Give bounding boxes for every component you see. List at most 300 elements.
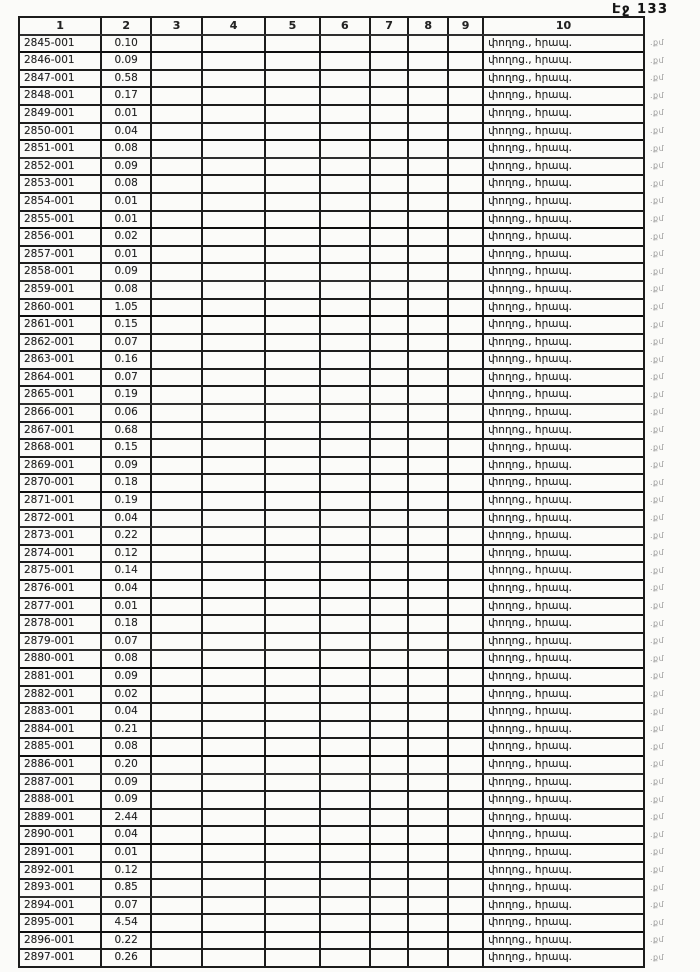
cell-empty — [152, 53, 203, 69]
cell-location: փողոց., հրապ. — [488, 159, 573, 172]
table-row — [20, 526, 643, 544]
cell-empty — [449, 423, 484, 439]
cell-area-value: 0.06 — [102, 405, 152, 421]
cell-empty — [266, 599, 321, 615]
cell-parcel-id: 2851-001 — [20, 141, 102, 157]
cell-empty — [266, 247, 321, 263]
cell-empty — [203, 880, 266, 896]
cell-empty — [409, 440, 449, 456]
cell-empty — [449, 898, 484, 914]
cell-area-value: 0.09 — [102, 458, 152, 474]
cell-empty — [152, 159, 203, 175]
cell-location: փողոց., հրապ. — [488, 458, 573, 471]
cell-empty — [321, 194, 371, 210]
cell-empty — [321, 53, 371, 69]
cell-location: փողոց., հրապ. — [488, 177, 573, 190]
cell-empty — [203, 739, 266, 755]
cell-area-value: 0.07 — [102, 634, 152, 650]
cell-parcel-id: 2855-001 — [20, 212, 102, 228]
cell-location: փողոց., հրապ. — [488, 194, 573, 207]
margin-mark: .քմ — [650, 724, 665, 734]
cell-area-value: 0.07 — [102, 335, 152, 351]
cell-location: փողոց., հրապ. — [488, 793, 573, 806]
cell-empty — [203, 827, 266, 843]
cell-empty — [371, 827, 410, 843]
cell-location: փողոց., հրապ. — [488, 529, 573, 542]
cell-area-value: 0.08 — [102, 176, 152, 192]
cell-area-value: 0.22 — [102, 528, 152, 544]
table-row — [20, 632, 643, 650]
table-row — [20, 649, 643, 667]
cell-location: փողոց., հրապ. — [488, 634, 573, 647]
cell-empty — [321, 687, 371, 703]
margin-mark: .քմ — [650, 653, 665, 663]
cell-empty — [371, 634, 410, 650]
cell-parcel-id: 2882-001 — [20, 687, 102, 703]
cell-empty — [321, 599, 371, 615]
cell-parcel-id: 2848-001 — [20, 88, 102, 104]
cell-empty — [449, 704, 484, 720]
cell-parcel-id: 2897-001 — [20, 950, 102, 966]
cell-empty — [203, 687, 266, 703]
cell-empty — [203, 159, 266, 175]
cell-empty — [321, 669, 371, 685]
cell-empty — [266, 159, 321, 175]
cell-empty — [266, 300, 321, 316]
cell-empty — [321, 863, 371, 879]
cell-empty — [321, 651, 371, 667]
cell-empty — [152, 581, 203, 597]
cell-empty — [371, 511, 410, 527]
cell-empty — [321, 88, 371, 104]
cell-empty — [409, 405, 449, 421]
cell-empty — [371, 370, 410, 386]
cell-empty — [152, 141, 203, 157]
cell-empty — [203, 440, 266, 456]
cell-empty — [152, 229, 203, 245]
table-row — [20, 350, 643, 368]
cell-empty — [409, 669, 449, 685]
cell-empty — [371, 36, 410, 52]
cell-empty — [152, 950, 203, 966]
cell-empty — [449, 827, 484, 843]
cell-empty — [152, 651, 203, 667]
cell-empty — [371, 528, 410, 544]
cell-empty — [203, 370, 266, 386]
table-row — [20, 368, 643, 386]
margin-mark: .քմ — [650, 354, 665, 364]
table-row — [20, 720, 643, 738]
margin-mark: .քմ — [650, 882, 665, 892]
table-row — [20, 262, 643, 280]
cell-parcel-id: 2887-001 — [20, 775, 102, 791]
cell-area-value: 0.14 — [102, 563, 152, 579]
cell-empty — [266, 352, 321, 368]
cell-empty — [371, 581, 410, 597]
cell-empty — [409, 300, 449, 316]
cell-area-value: 0.58 — [102, 71, 152, 87]
margin-mark: .քմ — [650, 671, 665, 681]
cell-empty — [321, 775, 371, 791]
cell-location: փողոց., հրապ. — [488, 722, 573, 735]
cell-empty — [449, 528, 484, 544]
cell-empty — [371, 53, 410, 69]
cell-empty — [321, 880, 371, 896]
cell-empty — [203, 53, 266, 69]
cell-area-value: 0.19 — [102, 387, 152, 403]
margin-mark: .քմ — [650, 231, 665, 241]
cell-empty — [152, 352, 203, 368]
table-row — [20, 544, 643, 562]
table-row — [20, 473, 643, 491]
cell-location: փողոց., հրապ. — [488, 669, 573, 682]
margin-mark: .քմ — [650, 917, 665, 927]
table-row — [20, 597, 643, 615]
cell-empty — [266, 212, 321, 228]
cell-empty — [152, 475, 203, 491]
cell-empty — [409, 722, 449, 738]
cell-empty — [321, 440, 371, 456]
cell-empty — [409, 159, 449, 175]
table-row — [20, 737, 643, 755]
cell-empty — [203, 528, 266, 544]
cell-area-value: 0.08 — [102, 141, 152, 157]
cell-empty — [152, 687, 203, 703]
cell-location: փողոց., հրապ. — [488, 282, 573, 295]
table-row — [20, 685, 643, 703]
cell-empty — [371, 458, 410, 474]
cell-empty — [371, 898, 410, 914]
cell-empty — [409, 863, 449, 879]
cell-empty — [266, 475, 321, 491]
margin-mark: .քմ — [650, 73, 665, 83]
cell-empty — [371, 475, 410, 491]
table-row — [20, 174, 643, 192]
cell-empty — [321, 176, 371, 192]
table-row — [20, 86, 643, 104]
cell-empty — [321, 370, 371, 386]
cell-parcel-id: 2884-001 — [20, 722, 102, 738]
margin-mark: .քմ — [650, 249, 665, 259]
cell-empty — [266, 581, 321, 597]
cell-empty — [409, 845, 449, 861]
cell-empty — [203, 792, 266, 808]
margin-mark: .քմ — [650, 741, 665, 751]
cell-empty — [266, 53, 321, 69]
cell-empty — [449, 247, 484, 263]
margin-mark: .քմ — [650, 284, 665, 294]
cell-location: փողոց., հրապ. — [488, 740, 573, 753]
cell-empty — [321, 247, 371, 263]
cell-location: փողոց., հրապ. — [488, 142, 573, 155]
cell-empty — [266, 458, 321, 474]
cell-empty — [409, 880, 449, 896]
cell-empty — [266, 88, 321, 104]
cell-empty — [152, 106, 203, 122]
cell-empty — [203, 475, 266, 491]
cell-empty — [203, 124, 266, 140]
cell-empty — [371, 159, 410, 175]
cell-empty — [321, 229, 371, 245]
margin-mark: .քմ — [650, 706, 665, 716]
cell-empty — [371, 599, 410, 615]
cell-empty — [409, 810, 449, 826]
margin-mark: .քմ — [650, 530, 665, 540]
cell-area-value: 0.01 — [102, 212, 152, 228]
cell-empty — [371, 71, 410, 87]
cell-empty — [203, 511, 266, 527]
cell-empty — [321, 581, 371, 597]
cell-empty — [152, 528, 203, 544]
cell-empty — [321, 845, 371, 861]
margin-mark: .քմ — [650, 161, 665, 171]
cell-parcel-id: 2896-001 — [20, 933, 102, 949]
cell-empty — [371, 247, 410, 263]
cell-empty — [321, 563, 371, 579]
cell-empty — [409, 950, 449, 966]
cell-location: փողոց., հրապ. — [488, 230, 573, 243]
cell-area-value: 0.22 — [102, 933, 152, 949]
cell-parcel-id: 2863-001 — [20, 352, 102, 368]
cell-empty — [266, 528, 321, 544]
cell-empty — [371, 124, 410, 140]
cell-location: փողոց., հրապ. — [488, 494, 573, 507]
cell-empty — [203, 387, 266, 403]
cell-empty — [266, 106, 321, 122]
cell-empty — [321, 106, 371, 122]
cell-empty — [266, 722, 321, 738]
cell-empty — [266, 71, 321, 87]
cell-empty — [449, 194, 484, 210]
cell-empty — [409, 317, 449, 333]
margin-mark: .քմ — [650, 952, 665, 962]
cell-location: փողոց., հրապ. — [488, 71, 573, 84]
cell-empty — [152, 546, 203, 562]
cell-empty — [152, 124, 203, 140]
margin-mark: .քմ — [650, 178, 665, 188]
header-cell-col4: 4 — [203, 18, 266, 34]
cell-empty — [371, 176, 410, 192]
header-cell-col3: 3 — [152, 18, 203, 34]
cell-parcel-id: 2888-001 — [20, 792, 102, 808]
cell-location: փողոց., հրապ. — [488, 511, 573, 524]
cell-empty — [152, 634, 203, 650]
cell-empty — [449, 563, 484, 579]
table-area — [18, 16, 698, 968]
cell-empty — [321, 124, 371, 140]
cell-empty — [409, 704, 449, 720]
cell-empty — [409, 511, 449, 527]
cell-empty — [371, 880, 410, 896]
table-row — [20, 878, 643, 896]
cell-empty — [152, 36, 203, 52]
cell-empty — [371, 88, 410, 104]
cell-empty — [152, 898, 203, 914]
cell-location: փողոց., հրապ. — [488, 54, 573, 67]
cell-area-value: 0.07 — [102, 898, 152, 914]
table-row — [20, 192, 643, 210]
cell-parcel-id: 2860-001 — [20, 300, 102, 316]
cell-location: փողոց., հրապ. — [488, 705, 573, 718]
cell-empty — [203, 264, 266, 280]
table-row — [20, 298, 643, 316]
margin-mark: .քմ — [650, 38, 665, 47]
cell-location: փողոց., հրապ. — [488, 423, 573, 436]
cell-area-value: 0.08 — [102, 651, 152, 667]
cell-area-value: 0.68 — [102, 423, 152, 439]
cell-area-value: 0.18 — [102, 475, 152, 491]
cell-location: փողոց., հրապ. — [488, 353, 573, 366]
cell-parcel-id: 2874-001 — [20, 546, 102, 562]
cell-empty — [321, 36, 371, 52]
header-cell-col2: 2 — [102, 18, 152, 34]
cell-empty — [152, 827, 203, 843]
cell-location: փողոց., հրապ. — [488, 318, 573, 331]
cell-empty — [152, 458, 203, 474]
cell-empty — [321, 387, 371, 403]
header-cell-col10: 10 — [555, 19, 572, 32]
cell-empty — [266, 141, 321, 157]
cell-empty — [449, 616, 484, 632]
cell-empty — [266, 863, 321, 879]
cell-empty — [203, 317, 266, 333]
cell-parcel-id: 2880-001 — [20, 651, 102, 667]
cell-parcel-id: 2846-001 — [20, 53, 102, 69]
cell-empty — [321, 757, 371, 773]
cell-empty — [266, 915, 321, 931]
cell-empty — [266, 370, 321, 386]
cell-empty — [449, 863, 484, 879]
cell-empty — [449, 124, 484, 140]
cell-empty — [203, 915, 266, 931]
cell-area-value: 0.12 — [102, 863, 152, 879]
cell-empty — [321, 458, 371, 474]
cell-parcel-id: 2849-001 — [20, 106, 102, 122]
cell-empty — [266, 440, 321, 456]
table-row — [20, 614, 643, 632]
table-row — [20, 509, 643, 527]
cell-empty — [371, 212, 410, 228]
cell-empty — [371, 933, 410, 949]
cell-empty — [449, 317, 484, 333]
cell-empty — [409, 827, 449, 843]
cell-empty — [321, 933, 371, 949]
cell-location: փողոց., հրապ. — [488, 388, 573, 401]
table-row — [20, 403, 643, 421]
cell-empty — [409, 581, 449, 597]
cell-empty — [203, 722, 266, 738]
cell-empty — [449, 757, 484, 773]
cell-empty — [266, 950, 321, 966]
cell-empty — [371, 722, 410, 738]
cell-empty — [371, 775, 410, 791]
cell-empty — [371, 352, 410, 368]
table-row — [20, 438, 643, 456]
table-row — [20, 245, 643, 263]
cell-empty — [371, 792, 410, 808]
cell-empty — [449, 352, 484, 368]
cell-empty — [409, 282, 449, 298]
cell-empty — [203, 405, 266, 421]
cell-empty — [266, 264, 321, 280]
cell-empty — [321, 792, 371, 808]
cell-empty — [371, 493, 410, 509]
margin-mark: .քմ — [650, 829, 665, 839]
cell-empty — [449, 264, 484, 280]
cell-location: փողոց., հրապ. — [488, 845, 573, 858]
cell-empty — [266, 669, 321, 685]
cell-empty — [152, 933, 203, 949]
cell-empty — [203, 176, 266, 192]
cell-empty — [409, 229, 449, 245]
cell-empty — [266, 176, 321, 192]
cell-empty — [203, 493, 266, 509]
cell-parcel-id: 2856-001 — [20, 229, 102, 245]
table-row — [20, 773, 643, 791]
data-table — [18, 16, 645, 968]
table-row — [20, 931, 643, 949]
cell-area-value: 0.02 — [102, 229, 152, 245]
cell-empty — [266, 704, 321, 720]
cell-empty — [152, 845, 203, 861]
cell-empty — [371, 915, 410, 931]
cell-parcel-id: 2893-001 — [20, 880, 102, 896]
cell-empty — [321, 71, 371, 87]
cell-empty — [371, 616, 410, 632]
cell-area-value: 0.85 — [102, 880, 152, 896]
cell-empty — [449, 370, 484, 386]
cell-empty — [371, 739, 410, 755]
cell-empty — [321, 546, 371, 562]
header-cell-col5: 5 — [266, 18, 321, 34]
table-row — [20, 843, 643, 861]
cell-empty — [409, 36, 449, 52]
cell-area-value: 0.20 — [102, 757, 152, 773]
cell-area-value: 0.01 — [102, 845, 152, 861]
cell-area-value: 0.09 — [102, 792, 152, 808]
cell-area-value: 2.44 — [102, 810, 152, 826]
cell-empty — [409, 352, 449, 368]
margin-mark: .քմ — [650, 407, 665, 417]
cell-location: փողոց., հրապ. — [488, 775, 573, 788]
cell-location: փողոց., հրապ. — [488, 370, 573, 383]
cell-empty — [266, 687, 321, 703]
cell-parcel-id: 2881-001 — [20, 669, 102, 685]
cell-empty — [409, 458, 449, 474]
margin-mark: .քմ — [650, 548, 665, 558]
cell-location: փողոց., հրապ. — [488, 599, 573, 612]
cell-area-value: 0.08 — [102, 282, 152, 298]
cell-area-value: 0.01 — [102, 106, 152, 122]
cell-empty — [409, 88, 449, 104]
cell-empty — [409, 176, 449, 192]
cell-empty — [266, 898, 321, 914]
cell-empty — [152, 88, 203, 104]
cell-empty — [409, 71, 449, 87]
cell-empty — [409, 423, 449, 439]
table-row — [20, 104, 643, 122]
cell-area-value: 0.09 — [102, 669, 152, 685]
table-row — [20, 702, 643, 720]
cell-empty — [266, 282, 321, 298]
cell-location: փողոց., հրապ. — [488, 36, 573, 49]
cell-empty — [266, 651, 321, 667]
cell-area-value: 0.08 — [102, 739, 152, 755]
table-row — [20, 315, 643, 333]
cell-empty — [321, 141, 371, 157]
cell-empty — [321, 475, 371, 491]
cell-empty — [152, 880, 203, 896]
